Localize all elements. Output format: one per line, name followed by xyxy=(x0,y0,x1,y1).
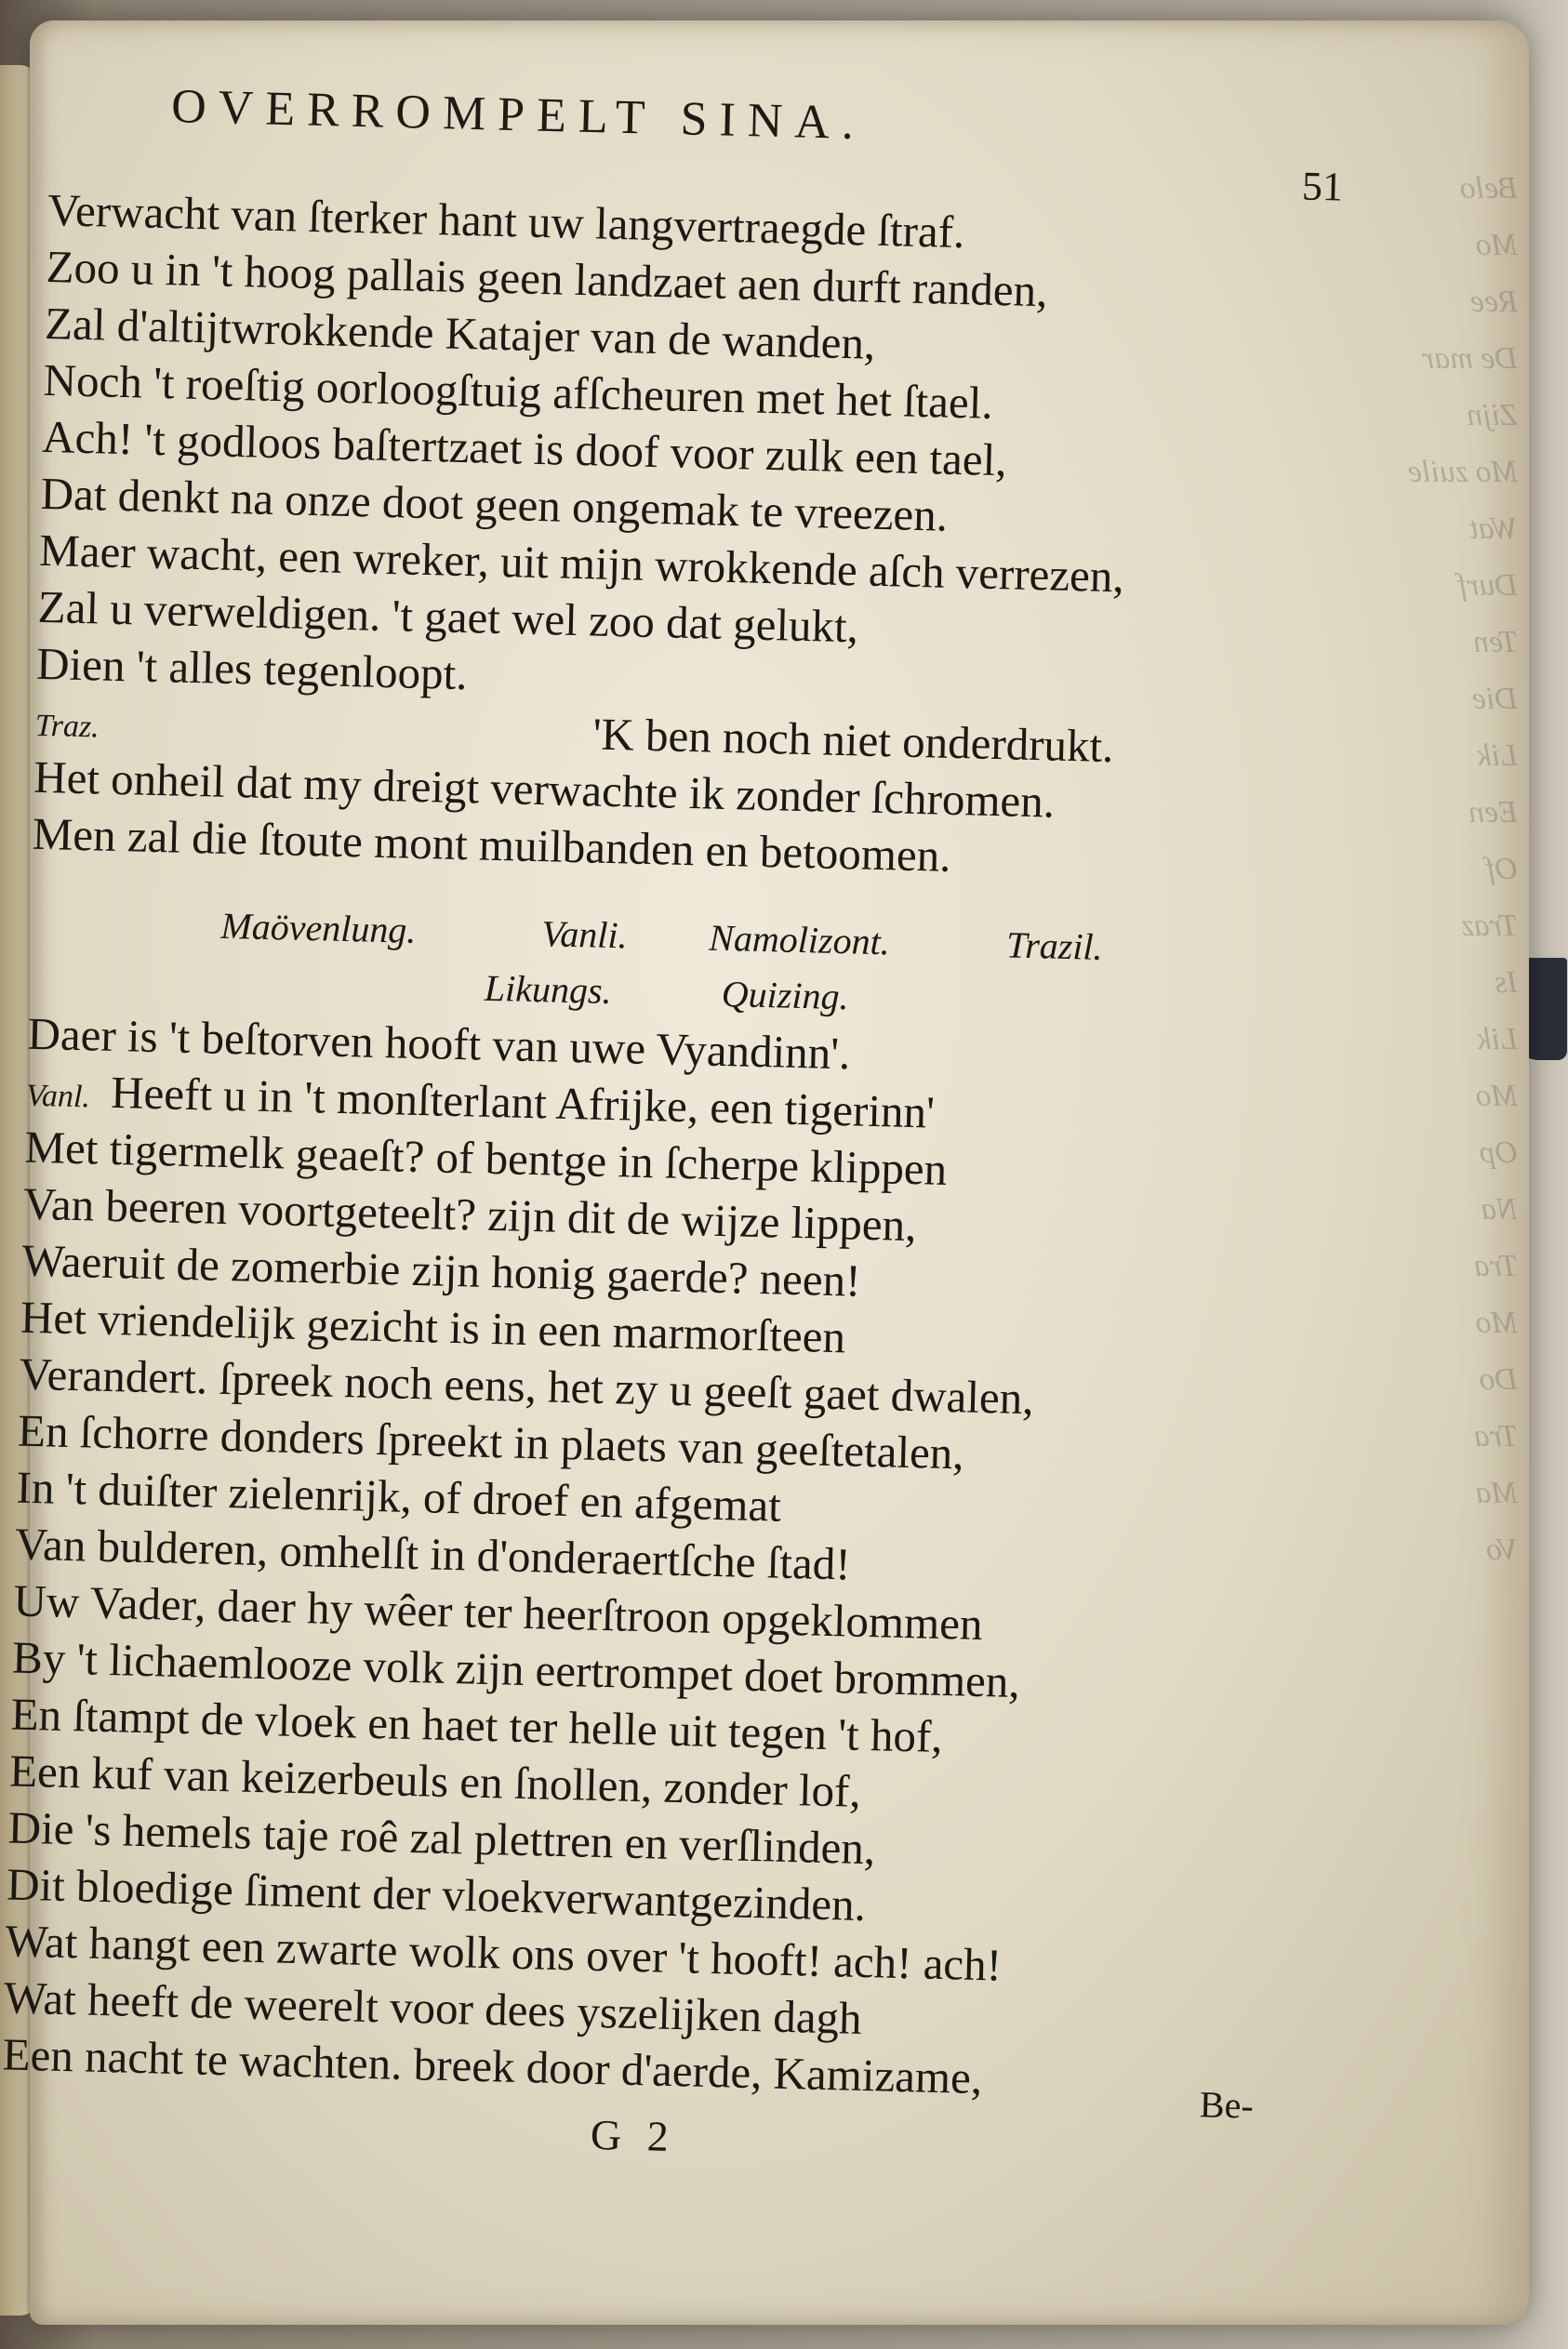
verse-line: Daer is 't beſtorven hooft van uwe Vyandinn'. xyxy=(26,1007,851,1080)
verse-line: Wat heeft de weerelt voor dees yszelijken dagh xyxy=(3,1971,863,2044)
verse-line: By 't lichaemlooze volk zijn eertrompet doet brommen, xyxy=(11,1631,1021,1707)
verse-line: Zal d'altijtwrokkende Katajer van de wanden, xyxy=(44,297,876,369)
verse-line: Maer wacht, een wreker, uit mijn wrokkende aſch verrezen, xyxy=(38,524,1125,603)
verse-line: Ach! 't godloos baſtertzaet is doof voor zulk een tael, xyxy=(41,410,1008,486)
verse-line: Dat denkt na onze doot geen ongemak te vreezen. xyxy=(40,467,949,541)
show-through-text: Belo Mo Ree De mar Zijn Mo zuile Wat Durf Ten Die Lik Een Of Traz Is Lik Mo Op Na Tra Mo Do Tra Ma Vo xyxy=(1407,171,1518,1567)
verse-line: Van bulderen, omhelſt in d'onderaertſche ſtad! xyxy=(14,1518,852,1590)
signature-mark: G 2 xyxy=(590,2110,677,2161)
verse-text xyxy=(2,181,1350,2115)
verse-line: Men zal die ſtoute mont muilbanden en betoomen. xyxy=(32,807,952,882)
cast-name: Trazil. xyxy=(1005,923,1104,968)
verse-line: Een kuf van keizerbeuls en ſnollen, zonder lof, xyxy=(8,1745,862,1817)
verse-line: In 't duiſter zielenrijk, of droef en afgemat xyxy=(16,1461,782,1532)
verse-line: Het onheil dat my dreigt verwachte ik zonder ſchromen. xyxy=(33,750,1056,828)
verse-line: Met tigermelk geaeſt? of bentge in ſcherpe klippen xyxy=(23,1121,948,1195)
verse-line: Noch 't roeſtig oorloogſtuig afſcheuren met het ſtael. xyxy=(43,353,994,429)
running-title: OVERROMPELT SINA. xyxy=(170,79,867,151)
verse-line: Waeruit de zomerbie zijn honig gaerde? neen! xyxy=(20,1234,862,1307)
page-number: 51 xyxy=(1301,163,1344,210)
verse-line: Het vriendelijk gezicht is in een marmorſteen xyxy=(20,1291,846,1363)
verse-line: Die 's hemels taje roê zal plettren en verſlinden, xyxy=(7,1801,876,1875)
verse-line: Dien 't alles tegenloopt. xyxy=(35,637,469,700)
cast-name: Namolizont. xyxy=(708,916,891,963)
cast-name: Likungs. xyxy=(484,966,613,1013)
cast-name: Vanli. xyxy=(540,912,629,957)
verse-line: Zoo u in 't hoog pallais geen landzaet aen durft randen, xyxy=(46,240,1049,317)
cast-name: Quizing. xyxy=(721,972,850,1018)
verse-line: Wat hangt een zwarte wolk ons over 't hooft! ach! ach! xyxy=(5,1915,1003,1991)
verse-line: En ſchorre donders ſpreekt in plaets van geeſtetalen, xyxy=(17,1404,965,1480)
catchword: Be- xyxy=(1199,2083,1255,2127)
verse-line: Dit bloedige ſiment der vloekverwantgezinden. xyxy=(6,1858,867,1931)
verse-line: En ſtampt de vloek en haet ter helle uit tegen 't hof, xyxy=(10,1688,944,1762)
speaker-label: Vanl. xyxy=(25,1078,91,1115)
verse-line: Zal u verweldigen. 't gaet wel zoo dat gelukt, xyxy=(37,580,859,653)
verse-line: Een nacht te wachten. breek door d'aerde, Kamizame, xyxy=(2,2028,983,2104)
verse-line: Van beeren voortgeteelt? zijn dit de wijze lippen, xyxy=(22,1177,918,1252)
verse-line: Verandert. ſpreek noch eens, het zy u geeſt gaet dwalen, xyxy=(18,1347,1035,1425)
speaker-label: Traz. xyxy=(34,708,100,745)
cast-name: Maövenlung. xyxy=(219,904,417,951)
verse-line: Verwacht van ſterker hant uw langvertraegde ſtraf. xyxy=(47,183,965,259)
verse-line-text: Heeft u in 't monſterlant Afrijke, een tigerinn' xyxy=(110,1066,936,1138)
verse-half-line: 'K ben noch niet onderdrukt. xyxy=(591,708,1115,773)
verse-line: Uw Vader, daer hy wêer ter heerſtroon opgeklommen xyxy=(13,1574,984,1650)
